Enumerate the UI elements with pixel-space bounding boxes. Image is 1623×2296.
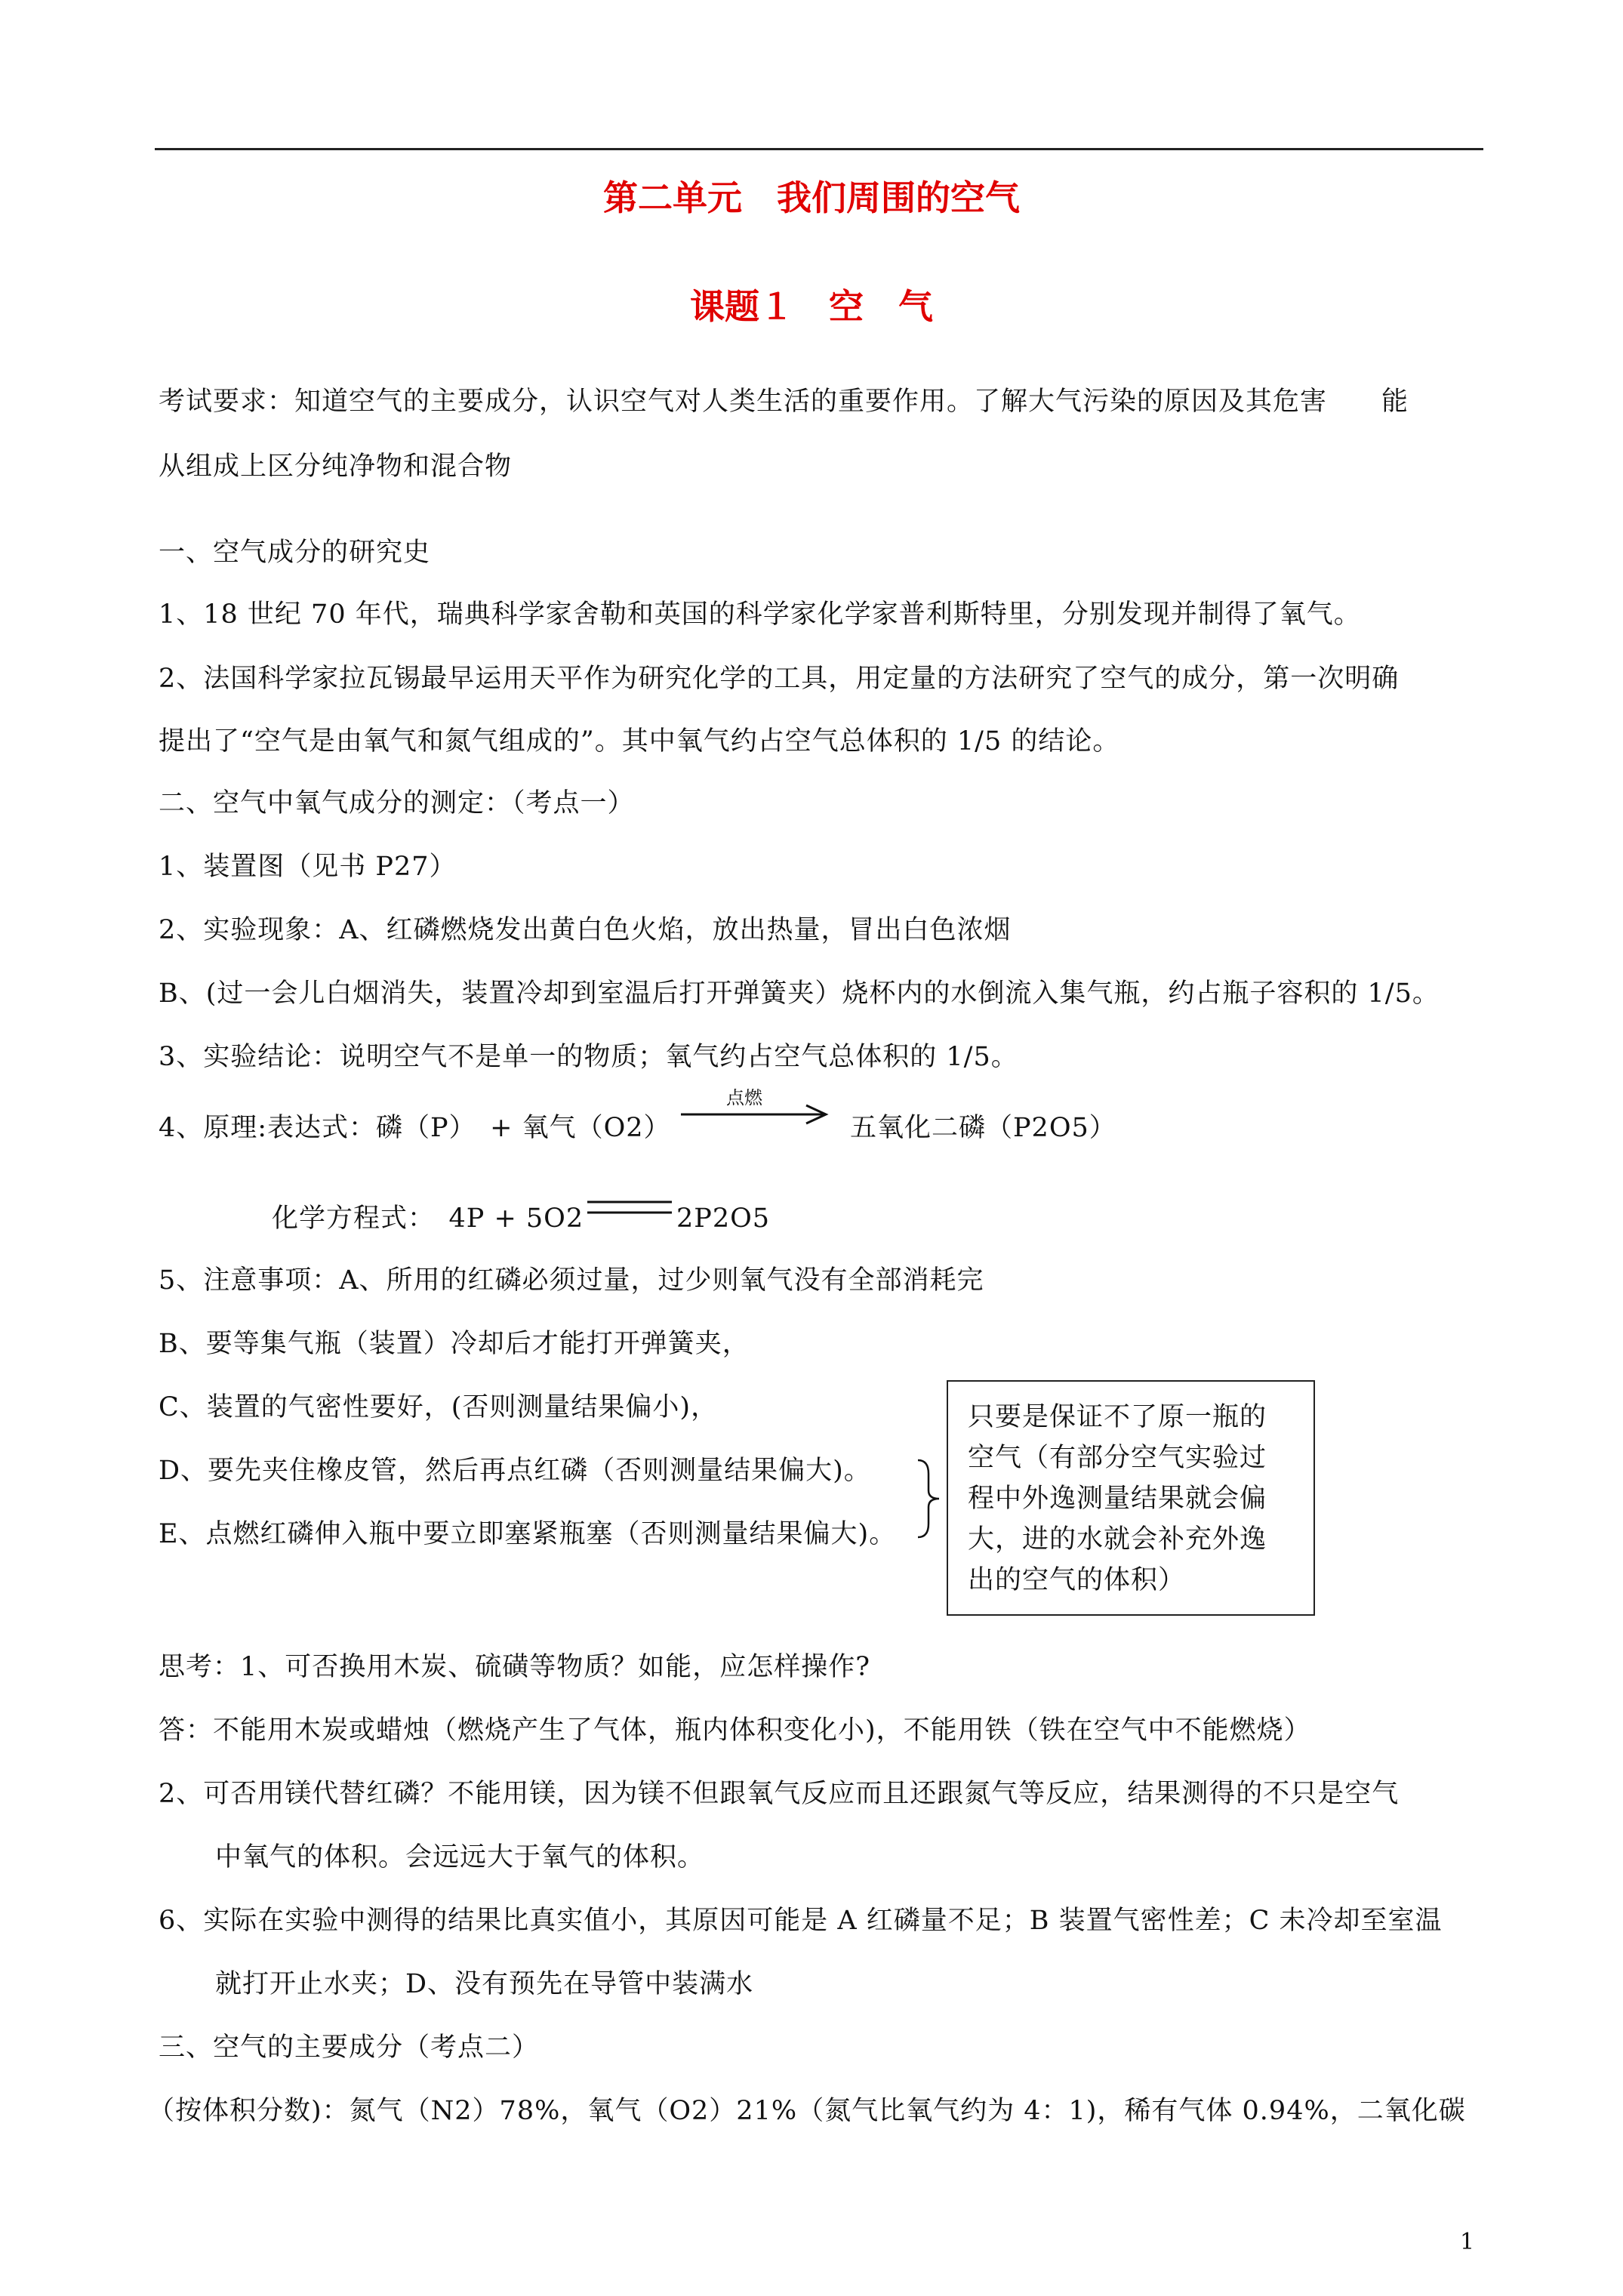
reaction-arrow bbox=[679, 1087, 830, 1137]
thinking-q2-a: 2、可否用镁代替红磷？不能用镁，因为镁不但跟氧气反应而且还跟氮气等反应，结果测得的不只是空气 bbox=[159, 1779, 1400, 1809]
note-box-line: 只要是保证不了原一瓶的 bbox=[968, 1402, 1267, 1432]
note-box-line: 出的空气的体积） bbox=[968, 1565, 1186, 1595]
reaction-condition: 点燃 bbox=[726, 1087, 762, 1108]
reaction-left: 4、原理:表达式：磷（P） + 氧气（O2） bbox=[159, 1113, 671, 1143]
section2-item2: 2、实验现象：A、红磷燃烧发出黄白色火焰，放出热量，冒出白色浓烟 bbox=[159, 915, 1012, 945]
note-box bbox=[947, 1380, 1315, 1616]
thinking-q2-b: 中氧气的体积。会远远大于氧气的体积。 bbox=[215, 1842, 705, 1872]
note-box-line: 大，进的水就会补充外逸 bbox=[968, 1524, 1267, 1555]
right-arrow-icon bbox=[679, 1092, 830, 1137]
note-box-line: 空气（有部分空气实验过 bbox=[968, 1443, 1267, 1473]
equals-sign-icon bbox=[587, 1199, 672, 1219]
section2-item5d: D、要先夹住橡皮管，然后再点红磷（否则测量结果偏大)。 bbox=[159, 1456, 871, 1486]
thinking-a1: 答：不能用木炭或蜡烛（燃烧产生了气体，瓶内体积变化小)，不能用铁（铁在空气中不能燃烧） bbox=[159, 1715, 1311, 1746]
section2-item3: 3、实验结论：说明空气不是单一的物质；氧气约占空气总体积的 1/5。 bbox=[159, 1042, 1018, 1072]
section1-item2-a: 2、法国科学家拉瓦锡最早运用天平作为研究化学的工具，用定量的方法研究了空气的成分，第一次明确 bbox=[159, 664, 1400, 694]
requirements-line-2: 从组成上区分纯净物和混合物 bbox=[159, 451, 513, 482]
page-number: 1 bbox=[1460, 2229, 1475, 2255]
header-rule bbox=[155, 148, 1483, 150]
right-brace-icon bbox=[915, 1457, 945, 1540]
note-box-line: 程中外逸测量结果就会偏 bbox=[968, 1484, 1267, 1514]
section3-line1: （按体积分数)：氮气（N2）78%，氧气（O2）21%（氮气比氧气约为 4：1)，稀有气体 0.94%，二氧化碳 bbox=[148, 2096, 1466, 2126]
section2-item5b: B、要等集气瓶（装置）冷却后才能打开弹簧夹， bbox=[159, 1329, 750, 1359]
section1-heading: 一、空气成分的研究史 bbox=[159, 538, 431, 568]
lesson-title: 课题１ 空 气 bbox=[690, 286, 933, 327]
section3-heading: 三、空气的主要成分（考点二） bbox=[159, 2032, 540, 2063]
thinking-q6-b: 就打开止水夹；D、没有预先在导管中装满水 bbox=[215, 1969, 754, 1999]
section2-item5: 5、注意事项：A、所用的红磷必须过量，过少则氧气没有全部消耗完 bbox=[159, 1265, 984, 1296]
unit-title: 第二单元 我们周围的空气 bbox=[603, 177, 1020, 218]
section1-item2-b: 提出了“空气是由氧气和氮气组成的”。其中氧气约占空气总体积的 1/5 的结论。 bbox=[159, 726, 1120, 757]
requirements-line-1: 考试要求：知道空气的主要成分，认识空气对人类生活的重要作用。了解大气污染的原因及其危害 能 bbox=[159, 387, 1409, 417]
thinking-q6-a: 6、实际在实验中测得的结果比真实值小，其原因可能是 A 红磷量不足；B 装置气密性差；C 未冷却至室温 bbox=[159, 1906, 1443, 1936]
equation-right: 2P2O5 bbox=[676, 1203, 771, 1234]
equation-left: 化学方程式： 4P + 5O2 bbox=[272, 1203, 584, 1234]
section2-item5c: C、装置的气密性要好，(否则测量结果偏小)， bbox=[159, 1392, 719, 1422]
section2-item5e: E、点燃红磷伸入瓶中要立即塞紧瓶塞（否则测量结果偏大)。 bbox=[159, 1519, 897, 1549]
section2-item1: 1、装置图（见书 P27） bbox=[159, 852, 457, 882]
section2-heading: 二、空气中氧气成分的测定：（考点一） bbox=[159, 788, 635, 818]
thinking-q1: 思考：1、可否换用木炭、硫磺等物质？如能，应怎样操作? bbox=[159, 1652, 871, 1682]
reaction-right: 五氧化二磷（P2O5） bbox=[850, 1113, 1116, 1143]
section2-item2b: B、(过一会儿白烟消失，装置冷却到室温后打开弹簧夹）烧杯内的水倒流入集气瓶，约占瓶子容积的 1/5。 bbox=[159, 978, 1440, 1009]
section1-item1: 1、18 世纪 70 年代，瑞典科学家舍勒和英国的科学家化学家普利斯特里，分别发现并制得了氧气。 bbox=[159, 599, 1361, 630]
